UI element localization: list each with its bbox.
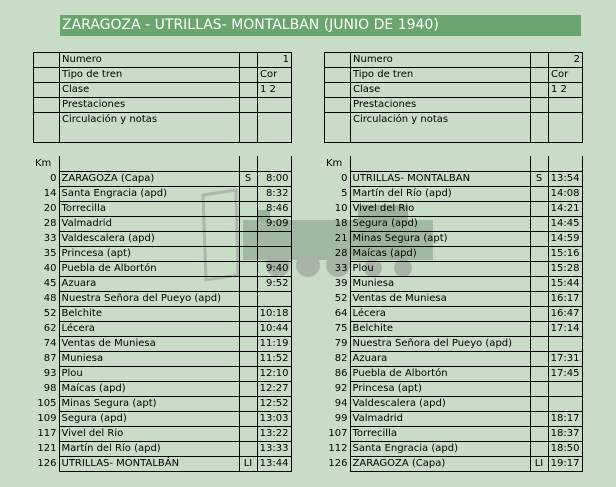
table-row [324, 321, 582, 336]
station-cell: Nuestra Señora del Pueyo (apd) [350, 336, 530, 351]
km-cell: 79 [324, 336, 350, 351]
flag-cell [239, 351, 257, 366]
time-cell: 8:32 [257, 186, 291, 201]
station-cell: Plou [59, 366, 239, 381]
info-blank-cell [34, 83, 60, 98]
km-cell: 126 [33, 456, 59, 471]
info-row [325, 83, 583, 98]
km-cell: 105 [33, 396, 59, 411]
km-cell: 39 [324, 276, 350, 291]
info-label: Prestaciones [351, 98, 531, 113]
info-row [325, 113, 583, 143]
flag-cell [530, 381, 548, 396]
table-row [324, 456, 582, 471]
time-cell: 14:08 [548, 186, 582, 201]
info-blank-cell [325, 98, 351, 113]
station-cell: Belchite [350, 321, 530, 336]
station-cell: Puebla de Albortón [59, 261, 239, 276]
info-row [325, 68, 583, 83]
station-cell: Minas Segura (apt) [59, 396, 239, 411]
time-cell: 16:47 [548, 306, 582, 321]
km-cell: 10 [324, 201, 350, 216]
flag-cell [530, 396, 548, 411]
time-cell [548, 336, 582, 351]
info-spacer-cell [531, 53, 549, 68]
flag-cell [530, 321, 548, 336]
flag-cell [239, 201, 257, 216]
km-cell: 52 [324, 291, 350, 306]
time-cell: 9:52 [257, 276, 291, 291]
time-cell: 8:00 [257, 171, 291, 186]
km-header-row [33, 156, 291, 171]
table-row [324, 231, 582, 246]
info-value: Cor [258, 68, 292, 83]
time-cell [257, 231, 291, 246]
station-cell: Ventas de Muniesa [59, 336, 239, 351]
table-row [33, 216, 291, 231]
flag-cell [239, 396, 257, 411]
info-spacer-cell [240, 83, 258, 98]
flag-cell [530, 336, 548, 351]
km-header: Km [35, 157, 52, 169]
time-cell [548, 381, 582, 396]
station-cell: Martín del Río (apd) [350, 186, 530, 201]
schedule-left [33, 156, 292, 472]
flag-cell [530, 291, 548, 306]
header-blank-cell [59, 156, 239, 171]
station-cell: ZARAGOZA (Capa) [350, 456, 530, 471]
flag-cell [239, 321, 257, 336]
km-cell: 5 [324, 186, 350, 201]
flag-cell [239, 261, 257, 276]
km-cell: 109 [33, 411, 59, 426]
table-row [324, 306, 582, 321]
flag-cell [239, 411, 257, 426]
km-cell: 126 [324, 456, 350, 471]
table-row [33, 456, 291, 471]
station-cell: Princesa (apt) [350, 381, 530, 396]
station-cell: Santa Engracia (apd) [59, 186, 239, 201]
km-cell: 35 [33, 246, 59, 261]
table-row [324, 351, 582, 366]
info-blank-cell [325, 83, 351, 98]
km-header-row [324, 156, 582, 171]
km-cell: 117 [33, 426, 59, 441]
station-cell: Princesa (apt) [59, 246, 239, 261]
table-row [33, 291, 291, 306]
station-cell: UTRILLAS- MONTALBAN [350, 171, 530, 186]
station-cell: Belchite [59, 306, 239, 321]
info-blank-cell [325, 53, 351, 68]
info-spacer-cell [531, 113, 549, 143]
time-cell: 11:19 [257, 336, 291, 351]
flag-cell [239, 246, 257, 261]
time-cell: 13:22 [257, 426, 291, 441]
info-spacer-cell [240, 68, 258, 83]
info-value: 1 2 [258, 83, 292, 98]
header-blank-cell [239, 156, 257, 171]
km-cell: 62 [33, 321, 59, 336]
km-cell: 94 [324, 396, 350, 411]
header-blank-cell [548, 156, 582, 171]
info-row [34, 113, 292, 143]
km-cell: 93 [33, 366, 59, 381]
station-cell: Valdescalera (apd) [350, 396, 530, 411]
table-row [324, 426, 582, 441]
time-cell: 12:10 [257, 366, 291, 381]
table-row [33, 411, 291, 426]
train-info-right [324, 52, 583, 143]
info-blank-cell [325, 68, 351, 83]
flag-cell [239, 186, 257, 201]
info-value: 1 [258, 53, 292, 68]
station-cell: Plou [350, 261, 530, 276]
info-row [34, 83, 292, 98]
flag-cell [530, 186, 548, 201]
flag-cell [239, 426, 257, 441]
train-info-left [33, 52, 292, 143]
station-cell: Valmadrid [59, 216, 239, 231]
station-cell: Maícas (apd) [59, 381, 239, 396]
time-cell: 15:28 [548, 261, 582, 276]
time-cell: 11:52 [257, 351, 291, 366]
table-row [324, 336, 582, 351]
flag-cell [239, 216, 257, 231]
info-value: 1 2 [549, 83, 583, 98]
flag-cell [239, 336, 257, 351]
flag-cell [530, 366, 548, 381]
info-label: Numero [60, 53, 240, 68]
info-row [34, 68, 292, 83]
table-row [324, 216, 582, 231]
km-cell: 0 [324, 171, 350, 186]
table-row [324, 186, 582, 201]
info-spacer-cell [240, 113, 258, 143]
table-row [324, 261, 582, 276]
flag-cell [239, 276, 257, 291]
header-blank-cell [530, 156, 548, 171]
time-cell: 15:16 [548, 246, 582, 261]
flag-cell [530, 306, 548, 321]
flag-cell [530, 216, 548, 231]
info-blank-cell [34, 98, 60, 113]
station-cell: Maícas (apd) [350, 246, 530, 261]
station-cell: Minas Segura (apt) [350, 231, 530, 246]
flag-cell [530, 231, 548, 246]
table-row [324, 381, 582, 396]
time-cell: 13:33 [257, 441, 291, 456]
time-cell: 14:21 [548, 201, 582, 216]
time-cell [257, 291, 291, 306]
info-blank-cell [34, 68, 60, 83]
flag-cell [530, 426, 548, 441]
time-cell: 18:37 [548, 426, 582, 441]
km-cell: 14 [33, 186, 59, 201]
flag-cell [530, 246, 548, 261]
time-cell: 9:40 [257, 261, 291, 276]
info-blank-cell [34, 53, 60, 68]
flag-cell: LI [530, 456, 548, 471]
info-value [549, 113, 583, 143]
km-header: Km [326, 157, 343, 169]
info-label: Clase [60, 83, 240, 98]
info-label: Prestaciones [60, 98, 240, 113]
info-spacer-cell [531, 98, 549, 113]
station-cell: ZARAGOZA (Capa) [59, 171, 239, 186]
time-cell: 17:45 [548, 366, 582, 381]
table-row [33, 336, 291, 351]
station-cell: Torrecilla [350, 426, 530, 441]
header-blank-cell [350, 156, 530, 171]
info-blank-cell [34, 113, 60, 143]
table-row [324, 411, 582, 426]
table-row [33, 351, 291, 366]
station-cell: Vivel del Rio [59, 426, 239, 441]
time-cell: 18:17 [548, 411, 582, 426]
time-cell: 9:09 [257, 216, 291, 231]
time-cell [257, 246, 291, 261]
page-title: ZARAGOZA - UTRILLAS- MONTALBAN (JUNIO DE 1940) [60, 15, 581, 36]
table-row [33, 441, 291, 456]
table-row [324, 276, 582, 291]
table-row [324, 246, 582, 261]
flag-cell [530, 411, 548, 426]
info-row [34, 53, 292, 68]
km-cell: 40 [33, 261, 59, 276]
station-cell: Santa Engracia (apd) [350, 441, 530, 456]
km-cell: 28 [324, 246, 350, 261]
km-cell: 33 [33, 231, 59, 246]
km-cell: 82 [324, 351, 350, 366]
flag-cell [239, 231, 257, 246]
info-label: Circulación y notas [60, 113, 240, 143]
info-spacer-cell [240, 98, 258, 113]
info-spacer-cell [240, 53, 258, 68]
info-value: 2 [549, 53, 583, 68]
station-cell: Puebla de Albortón [350, 366, 530, 381]
station-cell: Vivel del Rio [350, 201, 530, 216]
flag-cell: LI [239, 456, 257, 471]
km-cell: 0 [33, 171, 59, 186]
station-cell: Martín del Río (apd) [59, 441, 239, 456]
flag-cell [239, 381, 257, 396]
time-cell: 19:17 [548, 456, 582, 471]
info-label: Circulación y notas [351, 113, 531, 143]
flag-cell [239, 291, 257, 306]
time-cell: 8:46 [257, 201, 291, 216]
station-cell: UTRILLAS- MONTALBÁN [59, 456, 239, 471]
km-cell: 99 [324, 411, 350, 426]
table-row [33, 321, 291, 336]
km-cell: 107 [324, 426, 350, 441]
km-cell: 121 [33, 441, 59, 456]
km-cell: 33 [324, 261, 350, 276]
time-cell: 16:17 [548, 291, 582, 306]
time-cell [548, 396, 582, 411]
info-value [258, 98, 292, 113]
table-row [33, 231, 291, 246]
km-cell: 74 [33, 336, 59, 351]
time-cell: 17:14 [548, 321, 582, 336]
km-cell: 86 [324, 366, 350, 381]
km-cell: 48 [33, 291, 59, 306]
time-cell: 13:03 [257, 411, 291, 426]
km-cell: 87 [33, 351, 59, 366]
info-label: Clase [351, 83, 531, 98]
info-value [549, 98, 583, 113]
time-cell: 13:44 [257, 456, 291, 471]
km-cell: 45 [33, 276, 59, 291]
station-cell: Segura (apd) [59, 411, 239, 426]
flag-cell [239, 306, 257, 321]
time-cell: 13:54 [548, 171, 582, 186]
km-cell: 52 [33, 306, 59, 321]
table-row [324, 201, 582, 216]
table-row [33, 261, 291, 276]
station-cell: Muniesa [350, 276, 530, 291]
flag-cell [530, 441, 548, 456]
station-cell: Segura (apd) [350, 216, 530, 231]
info-spacer-cell [531, 83, 549, 98]
table-row [324, 171, 582, 186]
table-row [33, 186, 291, 201]
km-cell: 92 [324, 381, 350, 396]
info-value: Cor [549, 68, 583, 83]
station-cell: Lécera [350, 306, 530, 321]
flag-cell [239, 441, 257, 456]
time-cell: 18:50 [548, 441, 582, 456]
table-row [33, 201, 291, 216]
info-label: Tipo de tren [351, 68, 531, 83]
table-row [33, 396, 291, 411]
station-cell: Valdescalera (apd) [59, 231, 239, 246]
station-cell: Nuestra Señora del Pueyo (apd) [59, 291, 239, 306]
km-cell: 20 [33, 201, 59, 216]
flag-cell [530, 351, 548, 366]
time-cell: 12:27 [257, 381, 291, 396]
station-cell: Azuara [350, 351, 530, 366]
time-cell: 14:59 [548, 231, 582, 246]
flag-cell [530, 261, 548, 276]
time-cell: 17:31 [548, 351, 582, 366]
table-row [33, 426, 291, 441]
table-row [33, 276, 291, 291]
km-cell: 64 [324, 306, 350, 321]
flag-cell: S [530, 171, 548, 186]
table-row [33, 381, 291, 396]
km-cell: 75 [324, 321, 350, 336]
station-cell: Lécera [59, 321, 239, 336]
km-cell: 112 [324, 441, 350, 456]
km-cell: 21 [324, 231, 350, 246]
table-row [33, 171, 291, 186]
info-row [325, 98, 583, 113]
table-row [33, 366, 291, 381]
station-cell: Valmadrid [350, 411, 530, 426]
info-label: Tipo de tren [60, 68, 240, 83]
info-value [258, 113, 292, 143]
flag-cell [530, 201, 548, 216]
schedule-right [324, 156, 583, 472]
info-row [325, 53, 583, 68]
station-cell: Ventas de Muniesa [350, 291, 530, 306]
table-row [324, 396, 582, 411]
table-row [324, 366, 582, 381]
station-cell: Muniesa [59, 351, 239, 366]
station-cell: Torrecilla [59, 201, 239, 216]
time-cell: 14:45 [548, 216, 582, 231]
info-label: Numero [351, 53, 531, 68]
info-spacer-cell [531, 68, 549, 83]
km-cell: 28 [33, 216, 59, 231]
flag-cell [530, 276, 548, 291]
table-row [33, 246, 291, 261]
time-cell: 10:18 [257, 306, 291, 321]
info-row [34, 98, 292, 113]
time-cell: 15:44 [548, 276, 582, 291]
km-cell: 98 [33, 381, 59, 396]
table-row [324, 441, 582, 456]
table-row [33, 306, 291, 321]
flag-cell: S [239, 171, 257, 186]
km-cell: 18 [324, 216, 350, 231]
info-blank-cell [325, 113, 351, 143]
flag-cell [239, 366, 257, 381]
table-row [324, 291, 582, 306]
time-cell: 12:52 [257, 396, 291, 411]
time-cell: 10:44 [257, 321, 291, 336]
station-cell: Azuara [59, 276, 239, 291]
header-blank-cell [257, 156, 291, 171]
